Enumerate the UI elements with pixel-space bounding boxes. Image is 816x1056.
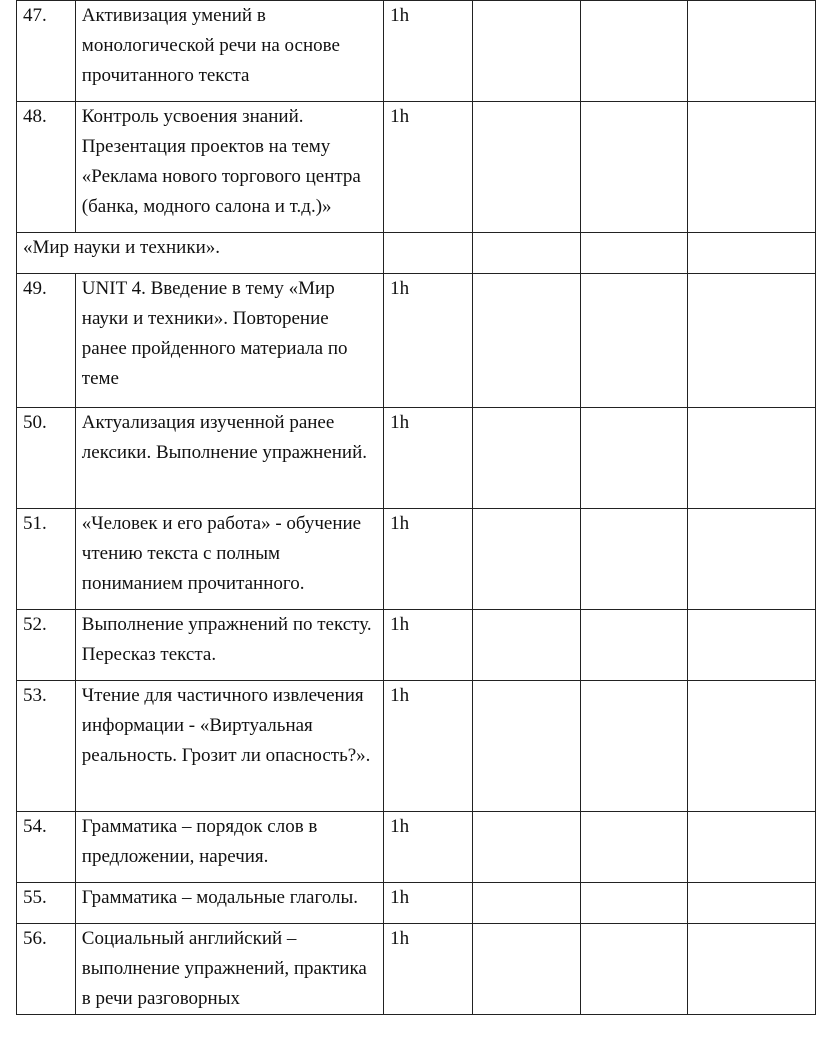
section-row [17,233,816,274]
table-row [17,274,816,408]
empty-cell [580,274,687,408]
lesson-topic: Социальный английский – выполнение упражнений, практика в речи разговорных [75,924,383,1015]
empty-cell [473,408,580,509]
empty-cell [688,924,816,1015]
lesson-plan-table [16,0,816,1015]
lesson-number: 48. [17,102,76,233]
empty-cell [688,812,816,883]
table-row [17,1,816,102]
lesson-hours: 1h [384,274,473,408]
lesson-hours: 1h [384,812,473,883]
lesson-hours: 1h [384,924,473,1015]
empty-cell [473,1,580,102]
table-row [17,408,816,509]
lesson-number: 53. [17,681,76,812]
lesson-topic: UNIT 4. Введение в тему «Мир науки и техники». Повторение ранее пройденного материала по теме [75,274,383,408]
empty-cell [384,233,473,274]
lesson-hours: 1h [384,883,473,924]
lesson-topic: Выполнение упражнений по тексту. Пересказ текста. [75,610,383,681]
empty-cell [688,509,816,610]
empty-cell [580,233,687,274]
empty-cell [580,812,687,883]
empty-cell [688,610,816,681]
empty-cell [473,812,580,883]
lesson-topic: Грамматика – порядок слов в предложении, наречия. [75,812,383,883]
empty-cell [580,924,687,1015]
lesson-hours: 1h [384,102,473,233]
lesson-hours: 1h [384,509,473,610]
table-row [17,924,816,1015]
lesson-topic: Контроль усвоения знаний. Презентация проектов на тему «Реклама нового торгового центра (банка, модного салона и т.д.)» [75,102,383,233]
table-row [17,681,816,812]
lesson-hours: 1h [384,408,473,509]
empty-cell [473,509,580,610]
empty-cell [473,102,580,233]
empty-cell [473,610,580,681]
lesson-number: 54. [17,812,76,883]
empty-cell [580,681,687,812]
lesson-topic: Чтение для частичного извлечения информации - «Виртуальная реальность. Грозит ли опасность?». [75,681,383,812]
empty-cell [580,408,687,509]
empty-cell [688,681,816,812]
table-row [17,610,816,681]
lesson-number: 49. [17,274,76,408]
empty-cell [580,610,687,681]
table-row [17,102,816,233]
lesson-number: 52. [17,610,76,681]
table-row [17,509,816,610]
table-row [17,883,816,924]
empty-cell [580,509,687,610]
lesson-hours: 1h [384,681,473,812]
empty-cell [688,233,816,274]
lesson-hours: 1h [384,1,473,102]
empty-cell [473,233,580,274]
empty-cell [688,408,816,509]
empty-cell [473,274,580,408]
lesson-number: 55. [17,883,76,924]
lesson-topic: Грамматика – модальные глаголы. [75,883,383,924]
empty-cell [580,102,687,233]
table-row [17,812,816,883]
empty-cell [580,883,687,924]
empty-cell [473,681,580,812]
lesson-number: 56. [17,924,76,1015]
empty-cell [580,1,687,102]
empty-cell [473,883,580,924]
lesson-hours: 1h [384,610,473,681]
lesson-number: 50. [17,408,76,509]
empty-cell [473,924,580,1015]
empty-cell [688,1,816,102]
empty-cell [688,274,816,408]
section-title: «Мир науки и техники». [17,233,384,274]
lesson-topic: Активизация умений в монологической речи на основе прочитанного текста [75,1,383,102]
empty-cell [688,102,816,233]
empty-cell [688,883,816,924]
lesson-number: 47. [17,1,76,102]
lesson-number: 51. [17,509,76,610]
lesson-topic: «Человек и его работа» - обучение чтению текста с полным пониманием прочитанного. [75,509,383,610]
lesson-topic: Актуализация изученной ранее лексики. Выполнение упражнений. [75,408,383,509]
